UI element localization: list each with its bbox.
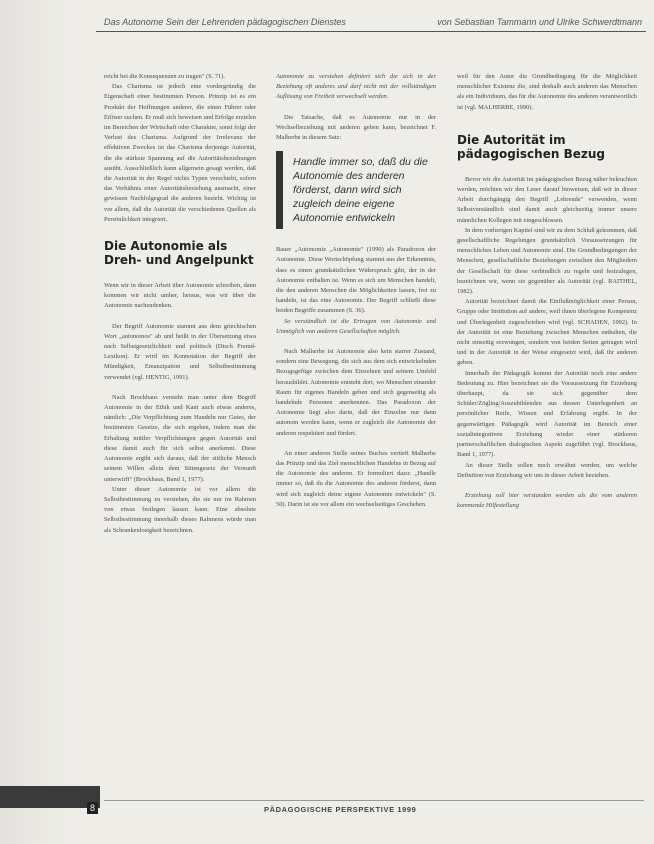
edge-tab-band — [0, 786, 100, 808]
body-paragraph: Bevor wir die Autorität im pädagogischen Bezug näher beleuchten werden, möchten wir den Leser darauf hinweisen, daß wir in dieser Arbeit durchgängig den Begriff „Lehrende" verwenden, wenn Selbstverständlich sind damit auch gleichzeitig immer unsere männlichen Kollegen mit eingeschlossen. — [457, 175, 637, 224]
body-paragraph: weil für den Autor die Grundbedingung für die Möglichkeit menschlicher Existenz die, sind deshalb auch anderen das Menschen als ein Individuum, das für die Autonomie des anderen verantwortlich ist (vgl. MALHERBE, 1990). — [457, 73, 637, 111]
body-paragraph: Innerhalb der Pädagogik kommt der Autorität noch eine andere Bedeutung zu. Hier bezeichnet sie die Voraussetzung für Erziehung überhaupt, da sie sich gegenüber dem Schüler/Zögling/Auszubildenden aus dessen Unterlegenheit an persönlicher Reife, Wissen und Erfahrung ergibt. In der gegenwärtigen Pädagogik wird Autorität im Bereich einer sozialintegrativen Erziehung wieder einer stärkeren partnerschaftlichen dialogischen Aspekt zugeführt (vgl. Brockhaus, Band 1, 1977). — [457, 369, 637, 459]
body-paragraph: Nach Brockhaus versteht man unter dem Begriff Autonomie in der Ethik und Kant auch etwas anderes, nämlich: „Die Verpflichtung zum Handeln nur Gutes, der bestimmten Gesetze, die sich ergeben, indem man die Erhaltung mittler Verpflichtungen gegen Autorität und diese damit auch für sich selbst anerkennt. Diese Autonomie ergibt sich daraus, daß der sittliche Mensch seinem Willen allein dem Sittengesetz der Vernunft unterwirft" (Brockhaus, Band 1, 1977). — [104, 393, 256, 483]
body-paragraph: Der Begriff Autonomie stammt aus dem griechischen Wort „autonomos" ab und heißt in der Übersetzung etwa nach Selbstgesetzlichkeit und politisch (Dtsch Fremd- Lexikon). Er wird im Konnotation der Begriff der Mündigkeit, Emanzipation und Selbstbestimmung verwendet (vgl. HENTIG, 1991). — [104, 322, 256, 381]
pull-quote: Handle immer so, daß du die Autonomie des anderen förderst, dann wird sich zugleich deine eigene Autonomie entwickeln — [276, 151, 436, 229]
italic-paragraph: Autonomie zu verstehen definiert sich die sich in der Beziehung oft anderes und darf nicht mit der vollständigen Auflösung von Freiheit verwechselt werden. — [276, 73, 436, 101]
body-paragraph: An dieser Stelle sollen noch erwähnt werden, um welche Definition von Erziehung wir uns in dieser Arbeit beziehen. — [457, 461, 637, 479]
body-paragraph: In dem vorherigen Kapitel sind wir zu dem Schluß gekommen, daß gesellschaftliche Regelungen grundsätzlich Voraussetzungen für menschliches Leben und Autonomie sind. Die Grundbedingungen der Menschen, gesellschaftliche Beziehungen zwischen den Mitgliedern der Gesellschaft für diese verbindlich zu regeln und festzulegen, bezeichnen wir, wenn sie gegenüber als Autorität (vgl. RAITHEL, 1982). — [457, 226, 637, 296]
body-paragraph: reicht bei die Konsequenzen zu tragen" (S. 71). — [104, 73, 225, 80]
column-2 — [276, 72, 436, 510]
section-heading: Die Autonomie als Dreh- und Angelpunkt — [104, 239, 254, 268]
footer-publication-title: PÄDAGOGISCHE PERSPEKTIVE 1999 — [264, 805, 417, 814]
body-paragraph: Autorität bezeichnet damit die Einflußmöglichkeit einer Person, Gruppe oder Institution auf andere, weil ihnen überlegene Kompetenz und Überlegenheit zugeschrieben wird (vgl. SCHADEN, 1992). In der Autorität ist eine Beziehung zwischen Menschen enthalten, die nicht einseitig erzwungen, sondern von beiden Seiten getragen wird und in der Autorität in der Weise eingesetzt wird, daß ihr anderen geben. — [457, 298, 637, 367]
footer-rule — [104, 800, 644, 801]
body-paragraph: Nach Malherbe ist Autonomie also kein starrer Zustand, sondern eine Bewegung, die sich aus dem sich entwickelnden Bezugsgefüge zwischen dem Einzelnen und seinem Umfeld herausbildet. Autonomie entsteht dort, wo Menschen einander Raum für eigenes Handeln geben und sich gegenseitig als handelnde Personen anerkennen. Das Paradoxon der Autonomie liegt also darin, daß der Einzelne nur dann autonom werden kann, wenn er zugleich die Autonomie der anderen respektiert und fördert. — [276, 348, 436, 437]
body-paragraph: An einer anderen Stelle seines Buches vertieft Malherbe das Prinzip und das Ziel menschlichen Handelns in Bezug auf die Autonomie des anderen. Er formuliert dazu: „Handle immer so, daß du die Autonomie des anderen förderst, dann wird sich zugleich deine eigene Autonomie entwickeln" (S. 50). Darin ist sie vor allem ein wechselseitiges Geschehen. — [276, 449, 436, 508]
page-number: 8 — [87, 802, 98, 814]
section-heading: Die Autorität im pädagogischen Bezug — [457, 132, 605, 161]
scan-edge-strip — [0, 0, 84, 844]
running-header-right: von Sebastian Tammann und Ulrike Schwerdtmann — [437, 17, 642, 27]
italic-paragraph: So verständlich ist die Ertragen von Autonomie und Unmöglich von anderen Gesellschaften möglich. — [276, 317, 436, 335]
column-3 — [457, 72, 637, 511]
body-paragraph: Die Tatsache, daß es Autonomie nur in der Wechselbeziehung mit anderen geben kann, bezeichnet F. Malherbe in diesem Satz: — [276, 113, 436, 142]
header-rule — [96, 31, 646, 32]
body-paragraph: Unter dieser Autonomie ist vor allem die Selbstbestimmung zu verstehen, die sie nur im Rahmen von etwas festlegen lassen kann. Eine absolute Selbstbestimmung innerhalb dieses Rahmens würde man als Schrankenlosigkeit bezeichnen. — [104, 485, 256, 534]
body-paragraph: Das Charisma ist jedoch eine vordergründig die Eigenschaft einer bestimmten Person. Prinzip ist es ein Produkt der Hoffnungen anderer, die einen Führer oder Erlöser suchen. Er muß sich beweisen und Erfolge erzielen im Bereichen der Wirtschaft oder Charakter, sonst folgt der Verlust des Charisma. Aufgrund der Irrelevanz der effektiven Zweckes ist das Charisma derjenige Autorität, die die stärkste Spannung auf die Autoritätsbeziehungen ausübt. Ausschließlich kann allgemein gesagt werden, daß die Autorität in der Regel nichts Typen verschiebt, sofern das Verhältnis einer Autoritätsbeziehung ausmacht, einer gewissen Nachfolgegrad die anderen bezieht. Wichtig ist vor allem, daß die Autorität die verschiedenen Quellen als Persönlichkeit integriert. — [104, 83, 256, 223]
body-paragraph: Wenn wir in dieser Arbeit über Autonomie schreiben, dann kommen wir nicht umher, heraus, was wir über die Autonomie nachzudenken. — [104, 282, 256, 310]
italic-paragraph: Erziehung soll hier verstanden werden als die vom anderen kommende Hilfestellung — [457, 491, 637, 510]
column-1 — [104, 72, 256, 536]
body-paragraph: Bauer „Autonomie „Autonomie" (1990) als Paradoxon der Autonomie. Diese Wortschöpfung stammt aus der Erkenntnis, dass es einen grundsätzlichen Widerspruch gibt, der in der Autonomie enthalten ist. Wenn es sich um Menschen handelt, die den anderen Menschen die Möglichkeiten lassen, frei zu handeln, ist das eine Autonomie. Der Begriff schließt diese beiden Begriffe zusammen (S. 36). — [276, 246, 436, 315]
running-header-left: Das Autonome Sein der Lehrenden pädagogischen Dienstes — [104, 17, 346, 27]
